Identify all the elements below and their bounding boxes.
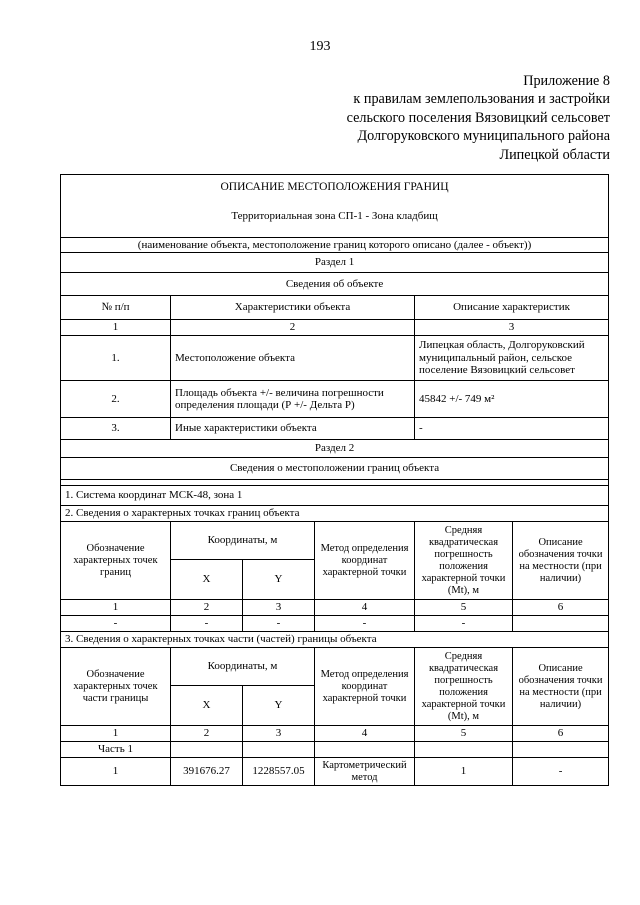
s1-header-description: Описание характеристик	[415, 296, 609, 320]
row-value: 45842 +/- 749 м²	[415, 381, 609, 418]
object-note: (наименование объекта, местоположение границ которого описано (далее - объект))	[61, 238, 609, 253]
row-number: 3.	[61, 418, 171, 440]
s3-colnum: 5	[415, 726, 513, 742]
s2-colnum: 3	[243, 600, 315, 616]
s1-colnum: 3	[415, 320, 609, 336]
boundary-description-form	[60, 174, 608, 786]
section1-heading: Раздел 1	[61, 253, 609, 273]
cell: 1	[61, 758, 171, 786]
s1-header-num: № п/п	[61, 296, 171, 320]
hdr-designation: Обозначение характерных точек границ	[61, 522, 171, 600]
row-value: -	[415, 418, 609, 440]
cell: Картометрический метод	[315, 758, 415, 786]
parts-hdr-x: X	[171, 686, 243, 726]
cell: 1	[415, 758, 513, 786]
appendix-line: к правилам землепользования и застройки	[353, 91, 610, 108]
cell	[513, 616, 609, 632]
table-row	[61, 336, 609, 381]
coord-system: 1. Система координат МСК-48, зона 1	[61, 486, 609, 506]
s3-colnum: 2	[171, 726, 243, 742]
s1-colnum: 1	[61, 320, 171, 336]
s2-colnum: 2	[171, 600, 243, 616]
points-title: 2. Сведения о характерных точках границ объекта	[61, 506, 609, 522]
table-row	[61, 381, 609, 418]
cell	[415, 742, 513, 758]
section2-heading: Раздел 2	[61, 440, 609, 458]
s2-colnum: 6	[513, 600, 609, 616]
object-name: Территориальная зона СП-1 - Зона кладбищ	[231, 209, 438, 222]
page-number: 193	[309, 39, 331, 54]
cell: -	[61, 616, 171, 632]
s1-colnum: 2	[171, 320, 415, 336]
parts-hdr-method: Метод определения координат характерной точки	[315, 648, 415, 726]
cell	[315, 742, 415, 758]
parts-hdr-error: Средняя квадратическая погрешность положения характерной точки (Mt), м	[415, 648, 513, 726]
part-label: Часть 1	[61, 742, 171, 758]
cell: -	[513, 758, 609, 786]
appendix-line: Приложение 8	[523, 73, 610, 89]
cell	[171, 742, 243, 758]
hdr-coords: Координаты, м	[171, 522, 315, 560]
s2-colnum: 4	[315, 600, 415, 616]
appendix-line: Долгоруковского муниципального района	[357, 128, 610, 145]
doc-title-cell	[61, 175, 609, 238]
s3-colnum: 3	[243, 726, 315, 742]
section1-subheading: Сведения об объекте	[61, 273, 609, 296]
table-row	[61, 758, 609, 786]
parts-title: 3. Сведения о характерных точках части (частей) границы объекта	[61, 632, 609, 648]
cell: -	[415, 616, 513, 632]
table-row	[61, 616, 609, 632]
cell: -	[171, 616, 243, 632]
parts-hdr-designation: Обозначение характерных точек части границы	[61, 648, 171, 726]
row-value: Липецкая область, Долгоруковский муниципальный район, сельское поселение Вязовицкий сельсовет	[415, 336, 609, 381]
hdr-description: Описание обозначения точки на местности (при наличии)	[513, 522, 609, 600]
parts-hdr-coords: Координаты, м	[171, 648, 315, 686]
appendix-line: сельского поселения Вязовицкий сельсовет	[346, 109, 610, 126]
cell	[513, 742, 609, 758]
s1-header-characteristic: Характеристики объекта	[171, 296, 415, 320]
doc-title: ОПИСАНИЕ МЕСТОПОЛОЖЕНИЯ ГРАНИЦ	[220, 181, 449, 193]
parts-hdr-description: Описание обозначения точки на местности (при наличии)	[513, 648, 609, 726]
cell: 391676.27	[171, 758, 243, 786]
row-characteristic: Местоположение объекта	[171, 336, 415, 381]
s3-colnum: 6	[513, 726, 609, 742]
hdr-method: Метод определения координат характерной точки	[315, 522, 415, 600]
hdr-y: Y	[243, 560, 315, 600]
appendix-line: Липецкой области	[499, 146, 610, 163]
row-number: 2.	[61, 381, 171, 418]
hdr-error: Средняя квадратическая погрешность положения характерной точки (Mt), м	[415, 522, 513, 600]
section2-subheading: Сведения о местоположении границ объекта	[61, 458, 609, 480]
table-row	[61, 418, 609, 440]
s2-colnum: 1	[61, 600, 171, 616]
s3-colnum: 4	[315, 726, 415, 742]
row-characteristic: Площадь объекта +/- величина погрешности определения площади (Р +/- Дельта Р)	[171, 381, 415, 418]
cell: 1228557.05	[243, 758, 315, 786]
cell: -	[315, 616, 415, 632]
cell	[243, 742, 315, 758]
appendix-header	[347, 72, 610, 164]
hdr-x: X	[171, 560, 243, 600]
row-characteristic: Иные характеристики объекта	[171, 418, 415, 440]
s2-colnum: 5	[415, 600, 513, 616]
s3-colnum: 1	[61, 726, 171, 742]
parts-hdr-y: Y	[243, 686, 315, 726]
boundary-table	[60, 174, 609, 786]
row-number: 1.	[61, 336, 171, 381]
cell: -	[243, 616, 315, 632]
